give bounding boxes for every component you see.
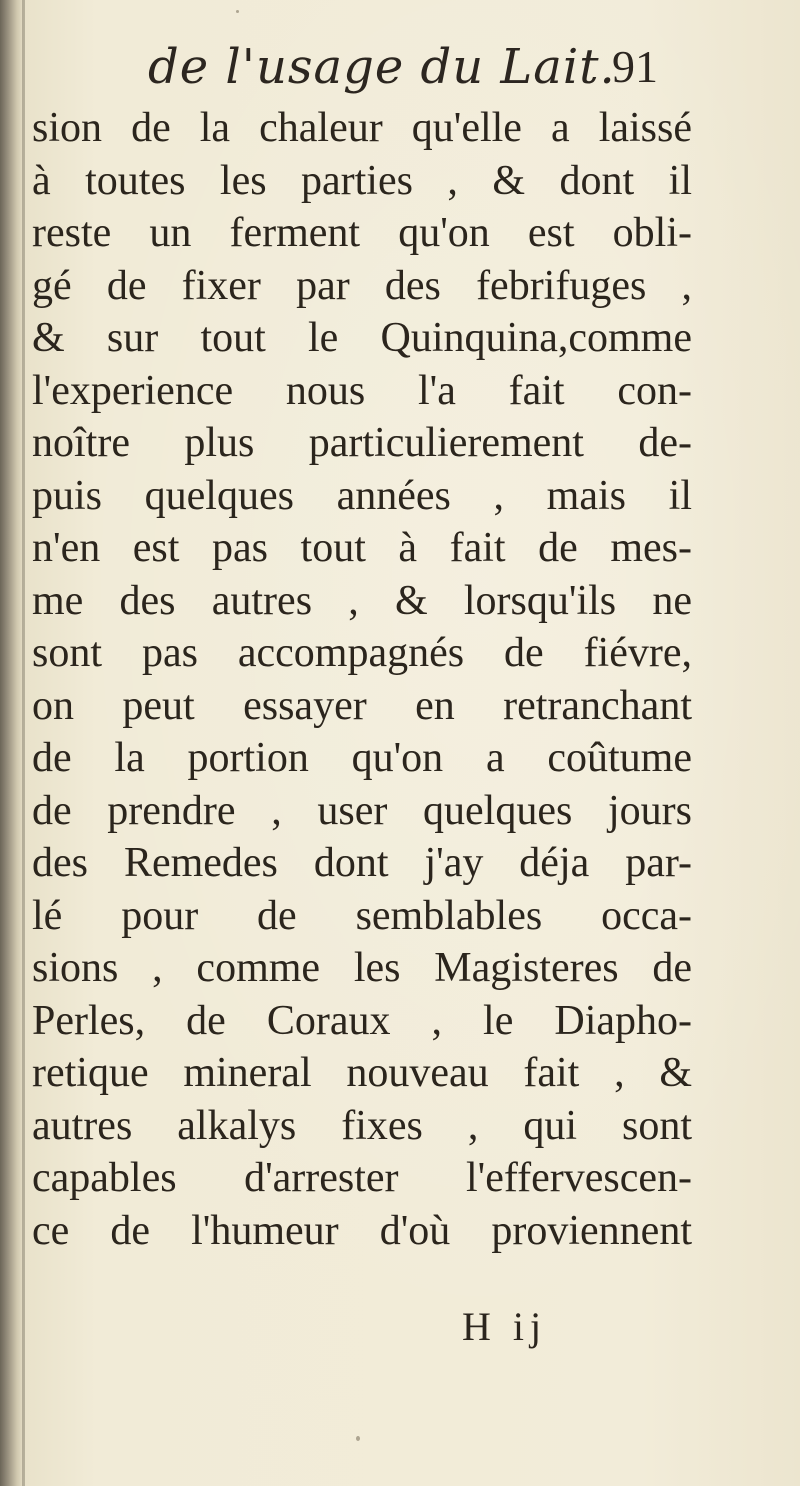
text-line: sions , comme les Magisteres de xyxy=(32,945,692,991)
text-line: lé pour de semblables occa- xyxy=(32,892,692,939)
paper-speck xyxy=(356,1436,360,1441)
text-line: de la portion qu'on a coûtume xyxy=(32,735,692,781)
page-header xyxy=(0,34,800,104)
text-line: gé de fixer par des febrifuges , xyxy=(32,262,692,309)
page-number: 91 xyxy=(612,41,658,92)
text-line: noître plus particulierement de- xyxy=(32,420,692,466)
text-line: & sur tout le Quinquina,comme xyxy=(32,315,692,361)
text-line: capables d'arrester l'effervescen- xyxy=(32,1155,692,1201)
text-line: retique mineral nouveau fait , & xyxy=(32,1050,692,1096)
text-line: de prendre , user quelques jours xyxy=(32,787,692,834)
running-title: de l'usage du Lait. xyxy=(148,39,616,95)
text-line: puis quelques années , mais il xyxy=(32,472,692,519)
text-line: ce de l'humeur d'où proviennent xyxy=(32,1207,692,1254)
text-line: autres alkalys fixes , qui sont xyxy=(32,1102,692,1149)
body-text xyxy=(32,102,692,1257)
text-line: me des autres , & lorsqu'ils ne xyxy=(32,577,692,624)
text-line: n'en est pas tout à fait de mes- xyxy=(32,525,692,571)
text-line: des Remedes dont j'ay déja par- xyxy=(32,840,692,886)
text-line: Perles, de Coraux , le Diapho- xyxy=(32,997,692,1044)
gutter-shadow-line xyxy=(22,0,25,1486)
paper-speck xyxy=(236,10,239,13)
binding-gutter xyxy=(0,0,24,1486)
text-line: sont pas accompagnés de fiévre, xyxy=(32,630,692,676)
text-line: on peut essayer en retranchant xyxy=(32,682,692,729)
text-line: l'experience nous l'a fait con- xyxy=(32,367,692,414)
text-line: reste un ferment qu'on est obli- xyxy=(32,210,692,256)
text-line: à toutes les parties , & dont il xyxy=(32,157,692,204)
signature-mark: H ij xyxy=(462,1304,548,1349)
text-line: sion de la chaleur qu'elle a laissé xyxy=(32,105,692,151)
